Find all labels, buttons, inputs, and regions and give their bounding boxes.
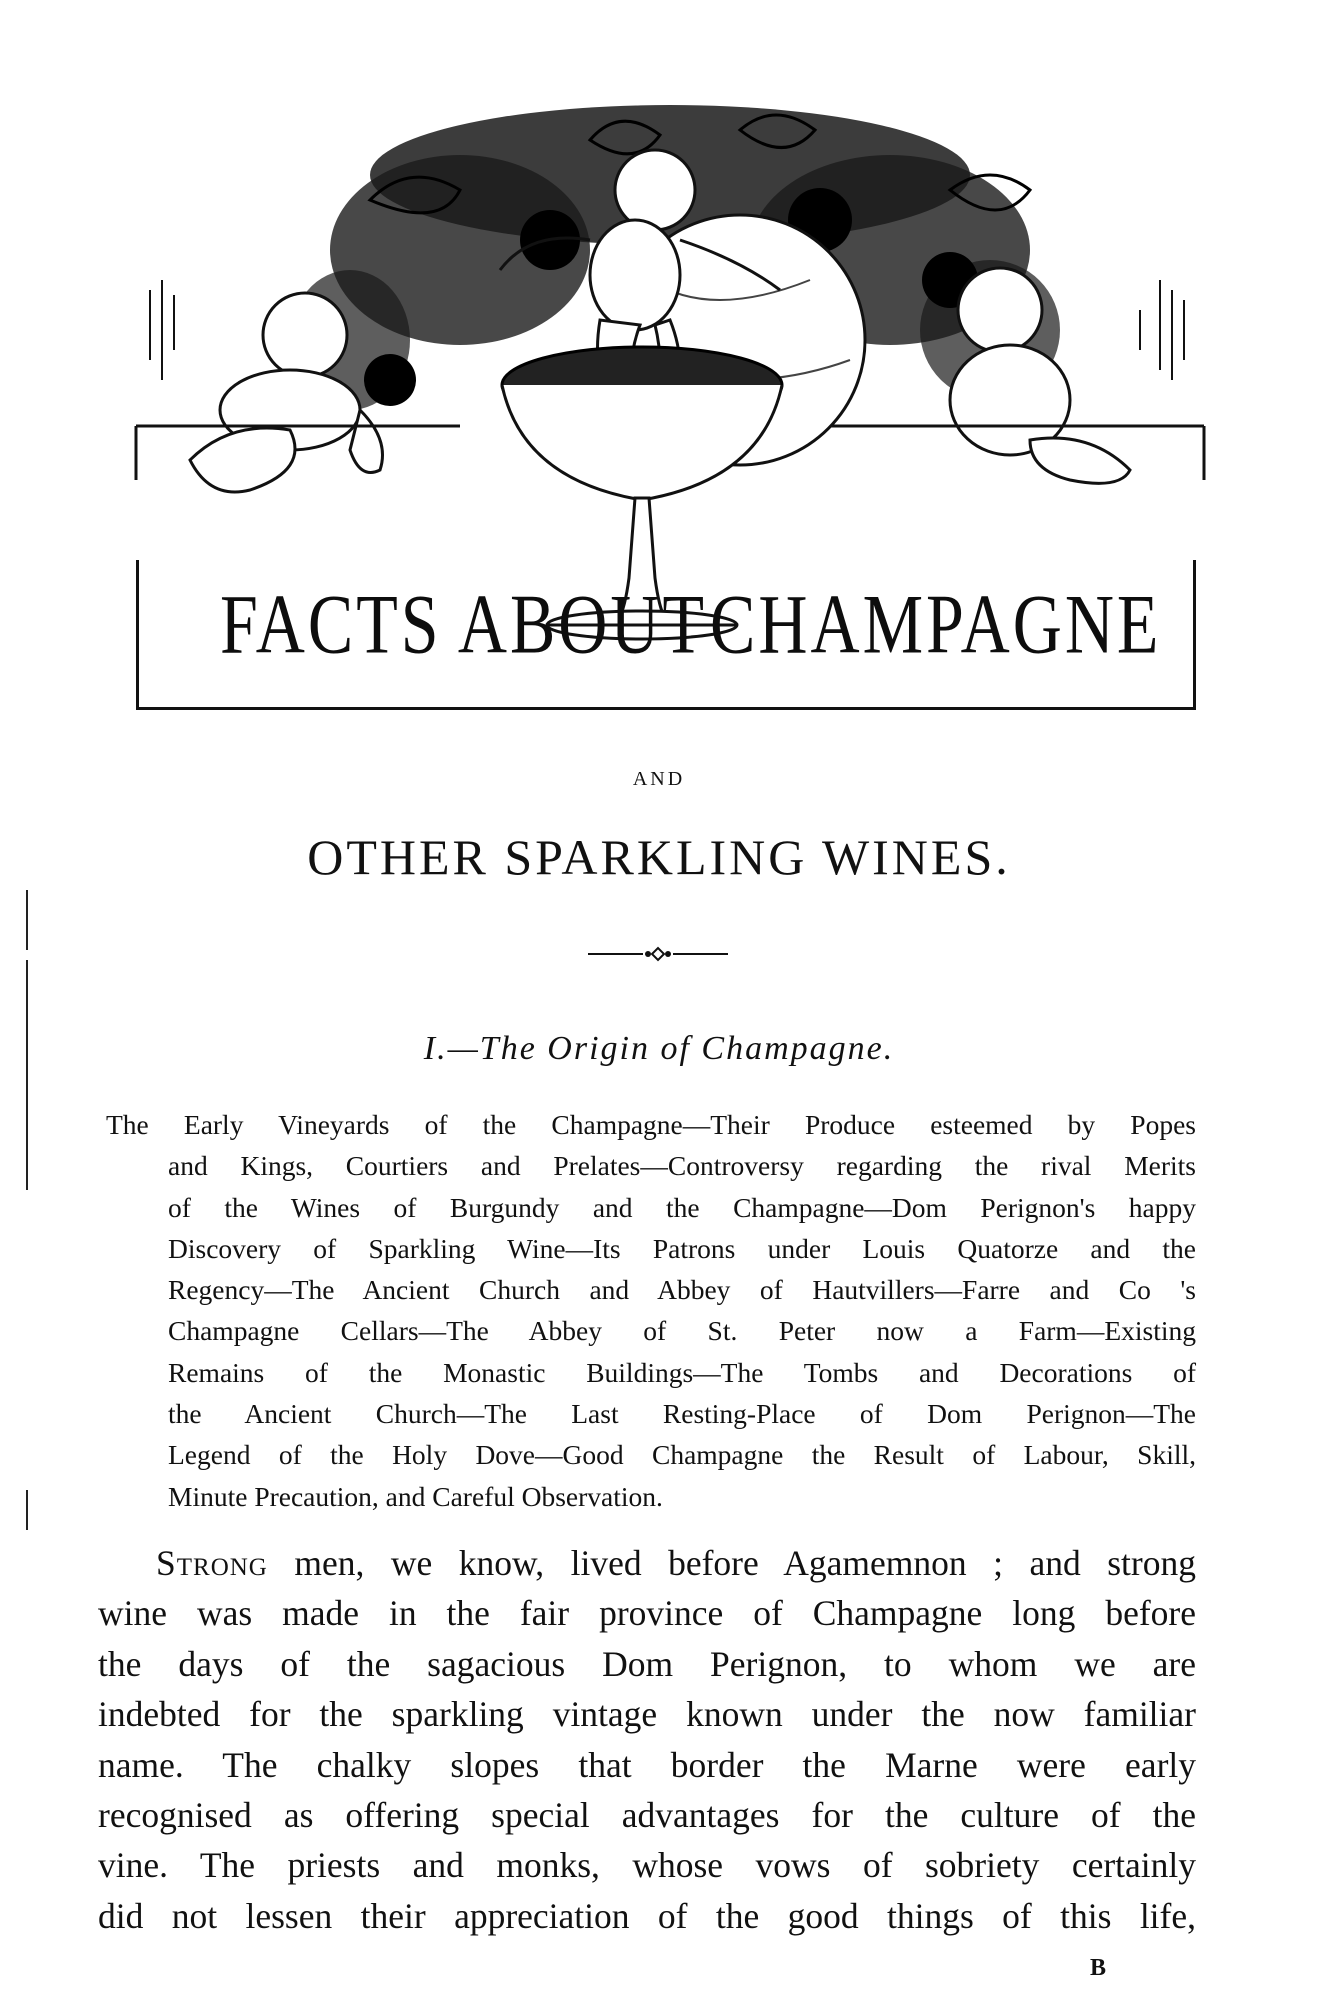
- subtitle: OTHER SPARKLING WINES.: [307, 829, 1011, 885]
- body-line: name. The chalky slopes that border the Marne were early: [98, 1744, 1196, 1785]
- scan-margin-mark: [26, 960, 28, 1190]
- synopsis-line: the Ancient Church—The Last Resting-Place of Dom Perignon—The: [168, 1398, 1196, 1430]
- synopsis-line: The Early Vineyards of the Champagne—Their Produce esteemed by Popes: [106, 1109, 1196, 1140]
- synopsis-line: Champagne Cellars—The Abbey of St. Peter now a Farm—Existing: [168, 1315, 1196, 1347]
- opening-word: Strong: [156, 1543, 268, 1583]
- body-line: wine was made in the fair province of Champagne long before: [98, 1593, 1196, 1634]
- chapter-synopsis: [106, 1104, 1196, 1517]
- body-line: indebted for the sparkling vintage known under the now familiar: [98, 1694, 1196, 1735]
- body-paragraph: [98, 1538, 1196, 1941]
- scan-margin-mark: [26, 890, 28, 950]
- body-line: did not lessen their appreciation of the good things of this life,: [98, 1895, 1196, 1936]
- synopsis-line: and Kings, Courtiers and Prelates—Controversy regarding the rival Merits: [168, 1150, 1196, 1182]
- body-line-text: men, we know, lived before Agamemnon ; and strong: [267, 1543, 1196, 1583]
- title-champagne: CHAMPAGNE: [710, 576, 1162, 672]
- synopsis-line: Regency—The Ancient Church and Abbey of Hautvillers—Farre and Co 's: [168, 1274, 1196, 1306]
- synopsis-line: Discovery of Sparkling Wine—Its Patrons under Louis Quatorze and the: [168, 1232, 1196, 1264]
- signature-mark: B: [1090, 1955, 1107, 1981]
- synopsis-line: Remains of the Monastic Buildings—The Tombs and Decorations of: [168, 1356, 1196, 1388]
- body-line: recognised as offering special advantages for the culture of the: [98, 1795, 1196, 1836]
- divider-ornament-icon: [588, 944, 728, 964]
- synopsis-line: Minute Precaution, and Careful Observation.: [168, 1480, 663, 1512]
- scan-margin-mark: [26, 1490, 28, 1530]
- synopsis-line: Legend of the Holy Dove—Good Champagne the Result of Labour, Skill,: [168, 1439, 1196, 1471]
- title-facts-about: FACTS ABOUT: [220, 576, 708, 672]
- subtitle-conjunction: AND: [632, 768, 686, 790]
- body-line: [98, 1538, 1196, 1588]
- body-line: the days of the sagacious Dom Perignon, to whom we are: [98, 1643, 1196, 1684]
- chapter-heading: I.—The Origin of Champagne.: [423, 1030, 895, 1067]
- synopsis-line: of the Wines of Burgundy and the Champagne—Dom Perignon's happy: [168, 1191, 1196, 1223]
- body-line: vine. The priests and monks, whose vows of sobriety certainly: [98, 1845, 1196, 1886]
